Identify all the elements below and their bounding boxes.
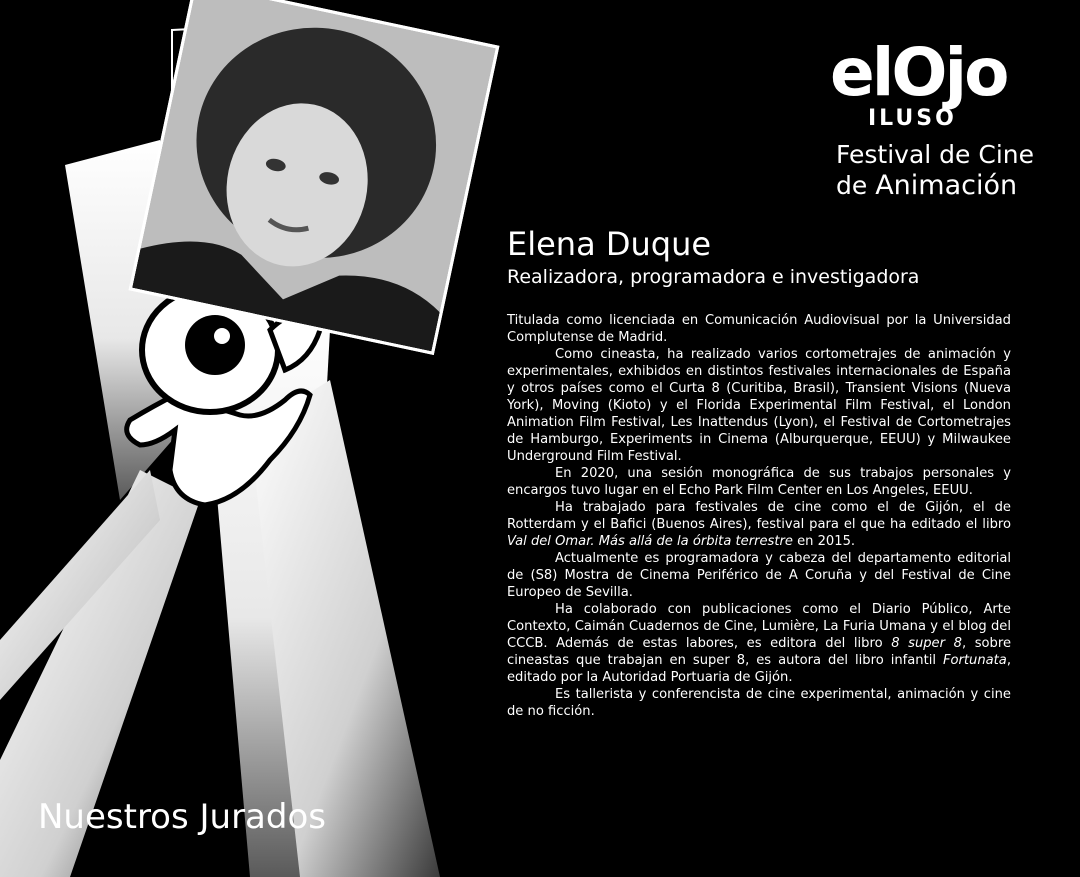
- logo-tagline-2b: Animación: [875, 170, 1018, 201]
- bio-p6-a: Ha colaborado con publicaciones como el Diario Público, Arte Contexto, Caimán Cuadernos de Cine, Lumière, La Furia Umana y el blog del CCCB. Además de estas labores, es editora del libro: [507, 602, 1011, 651]
- bio-paragraph-5: Actualmente es programadora y cabeza del departamento editorial de (S8) Mostra de Cinema Periférico de A Coruña y del Festival de Cine Europeo de Sevilla.: [507, 551, 1011, 600]
- bio-p4-book-title: Val del Omar. Más allá de la órbita terrestre: [507, 534, 793, 549]
- bio-paragraph-7: Es tallerista y conferencista de cine experimental, animación y cine de no ficción.: [507, 687, 1011, 719]
- bio-paragraph-4: [507, 499, 1011, 550]
- logo-tagline-2: [836, 170, 1017, 201]
- bio-p6-c: , sobre cineastas que trabajan en super 8, es autora del libro infantil: [507, 636, 1011, 668]
- logo-tagline-1: Festival de Cine: [836, 140, 1034, 169]
- section-label: Nuestros Jurados: [38, 797, 326, 837]
- bio-p6-e: , editado por la Autoridad Portuaria de Gijón.: [507, 653, 1011, 685]
- logo-tagline-2a: de: [836, 171, 868, 200]
- bio-p4-c: en 2015.: [792, 534, 856, 549]
- bio-paragraph-1: Titulada como licenciada en Comunicación Audiovisual por la Universidad Complutense de Madrid.: [507, 313, 1011, 345]
- bio-paragraph-6: [507, 601, 1011, 686]
- bio-p6-book-1: 8 super 8: [891, 636, 962, 651]
- bio-p4-a: Ha trabajado para festivales de cine como el de Gijón, el de Rotterdam y el Bafici (Buenos Aires), festival para el que ha editado el libro: [507, 500, 1011, 532]
- logo-subtitle: ILUSO: [868, 106, 957, 131]
- bio-p6-book-2: Fortunata: [942, 653, 1007, 668]
- portrait-image: [132, 0, 496, 351]
- jury-name: Elena Duque: [507, 225, 712, 263]
- jury-bio: [507, 312, 1011, 720]
- bio-paragraph-3: En 2020, una sesión monográfica de sus trabajos personales y encargos tuvo lugar en el Echo Park Film Center en Los Angeles, EEUU.: [507, 466, 1011, 498]
- festival-logo: [826, 22, 1056, 202]
- portrait-photo: [129, 0, 500, 355]
- jury-role: Realizadora, programadora e investigadora: [507, 266, 920, 288]
- bio-paragraph-2: Como cineasta, ha realizado varios cortometrajes de animación y experimentales, exhibidos en distintos festivales internacionales de España y otros países como el Curta 8 (Curitiba, Brasil), Transient Visions (Nueva York), Moving (Kioto) y el Florida Experimental Film Festival, el London Animation Film Festival, Les Inattendus (Lyon), el Festival de Cortometrajes de Hamburgo, Experiments in Cinema (Alburquerque, EEUU) y Milwaukee Underground Film Festival.: [507, 347, 1011, 464]
- logo-wordmark: elOjo: [830, 34, 1007, 111]
